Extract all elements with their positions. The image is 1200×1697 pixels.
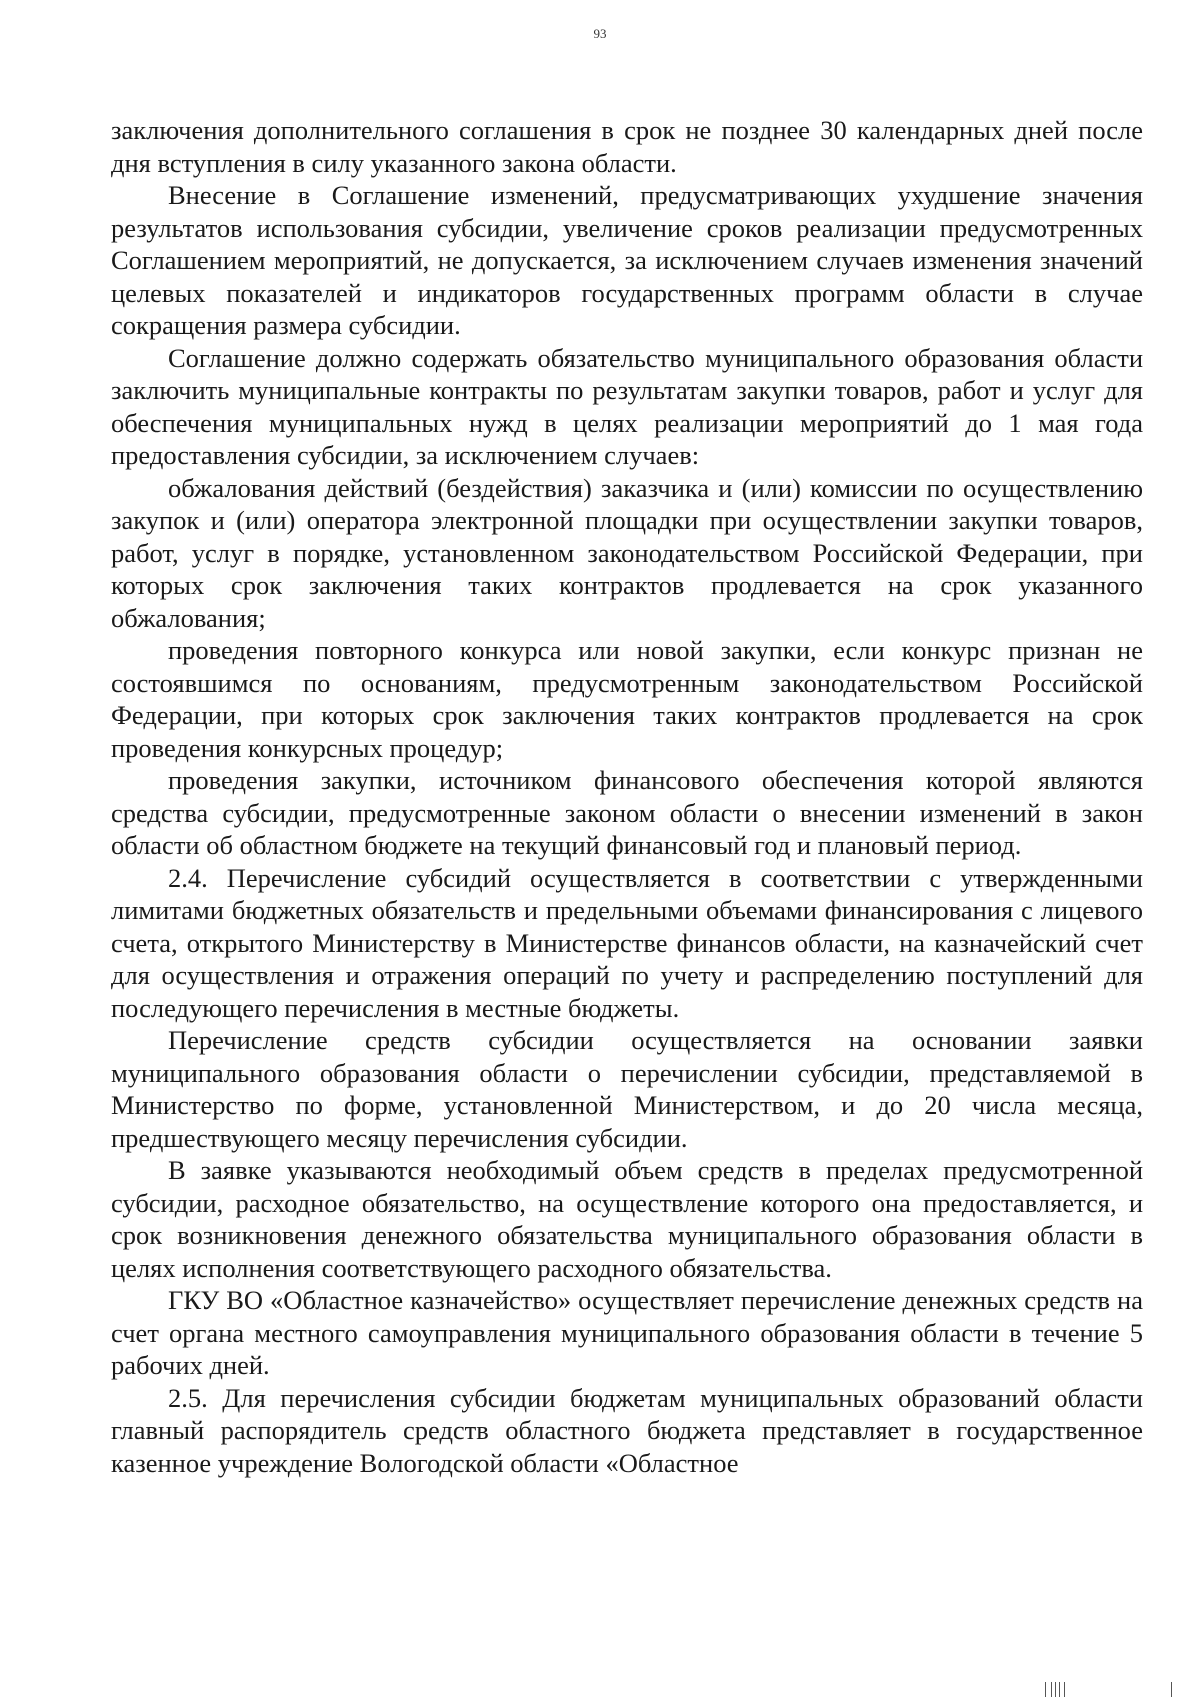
paragraph-1: заключения дополнительного соглашения в срок не позднее 30 календарных дней после дня вступления в силу указанного закона области. [111,115,1143,178]
document-body [111,114,1143,1479]
paragraph-9: В заявке указываются необходимый объем средств в пределах предусмотренной субсидии, расходное обязательство, на осуществление которого она предоставляется, и срок возникновения денежного обязательства муниципального образования области в целях исполнения соответствующего расходного обязательства. [111,1155,1143,1283]
paragraph-2: Внесение в Соглашение изменений, предусматривающих ухудшение значения результатов использования субсидии, увеличение сроков реализации предусмотренных Соглашением мероприятий, не допускается, за исключением случаев изменения значений целевых показателей и индикаторов государственных программ области в случае сокращения размера субсидии. [111,180,1143,340]
paragraph-6: проведения закупки, источником финансового обеспечения которой являются средства субсидии, предусмотренные законом области о внесении изменений в закон области об областном бюджете на текущий финансовый год и плановый период. [111,765,1143,860]
scan-artifact-marks [1045,1682,1175,1697]
paragraph-10: ГКУ ВО «Областное казначейство» осуществляет перечисление денежных средств на счет органа местного самоуправления муниципального образования области в течение 5 рабочих дней. [111,1285,1143,1380]
paragraph-3: Соглашение должно содержать обязательство муниципального образования области заключить муниципальные контракты по результатам закупки товаров, работ и услуг для обеспечения муниципальных нужд в целях реализации мероприятий до 1 мая года предоставления субсидии, за исключением случаев: [111,342,1143,470]
page-number: 93 [593,26,607,41]
paragraph-4: обжалования действий (бездействия) заказчика и (или) комиссии по осуществлению закупок и (или) оператора электронной площадки при осуществлении закупки товаров, работ, услуг в порядке, установленном законодательством Российской Федерации, при которых срок заключения таких контрактов продлевается на срок указанного обжалования; [111,472,1143,633]
paragraph-7: 2.4. Перечисление субсидий осуществляется в соответствии с утвержденными лимитами бюджетных обязательств и предельными объемами финансирования с лицевого счета, открытого Министерству в Министерстве финансов области, на казначейский счет для осуществления и отражения операций по учету и распределению поступлений для последующего перечисления в местные бюджеты. [111,862,1143,1023]
paragraph-8: Перечисление средств субсидии осуществляется на основании заявки муниципального образования области о перечислении субсидии, представляемой в Министерство по форме, установленной Министерством, и до 20 числа месяца, предшествующего месяцу перечисления субсидии. [111,1025,1143,1153]
paragraph-5: проведения повторного конкурса или новой закупки, если конкурс признан не состоявшимся по основаниям, предусмотренным законодательством Российской Федерации, при которых срок заключения таких контрактов продлевается на срок проведения конкурсных процедур; [111,635,1143,763]
paragraph-11: 2.5. Для перечисления субсидии бюджетам муниципальных образований области главный распорядитель средств областного бюджета представляет в государственное казенное учреждение Вологодской области «Областное [111,1382,1143,1478]
